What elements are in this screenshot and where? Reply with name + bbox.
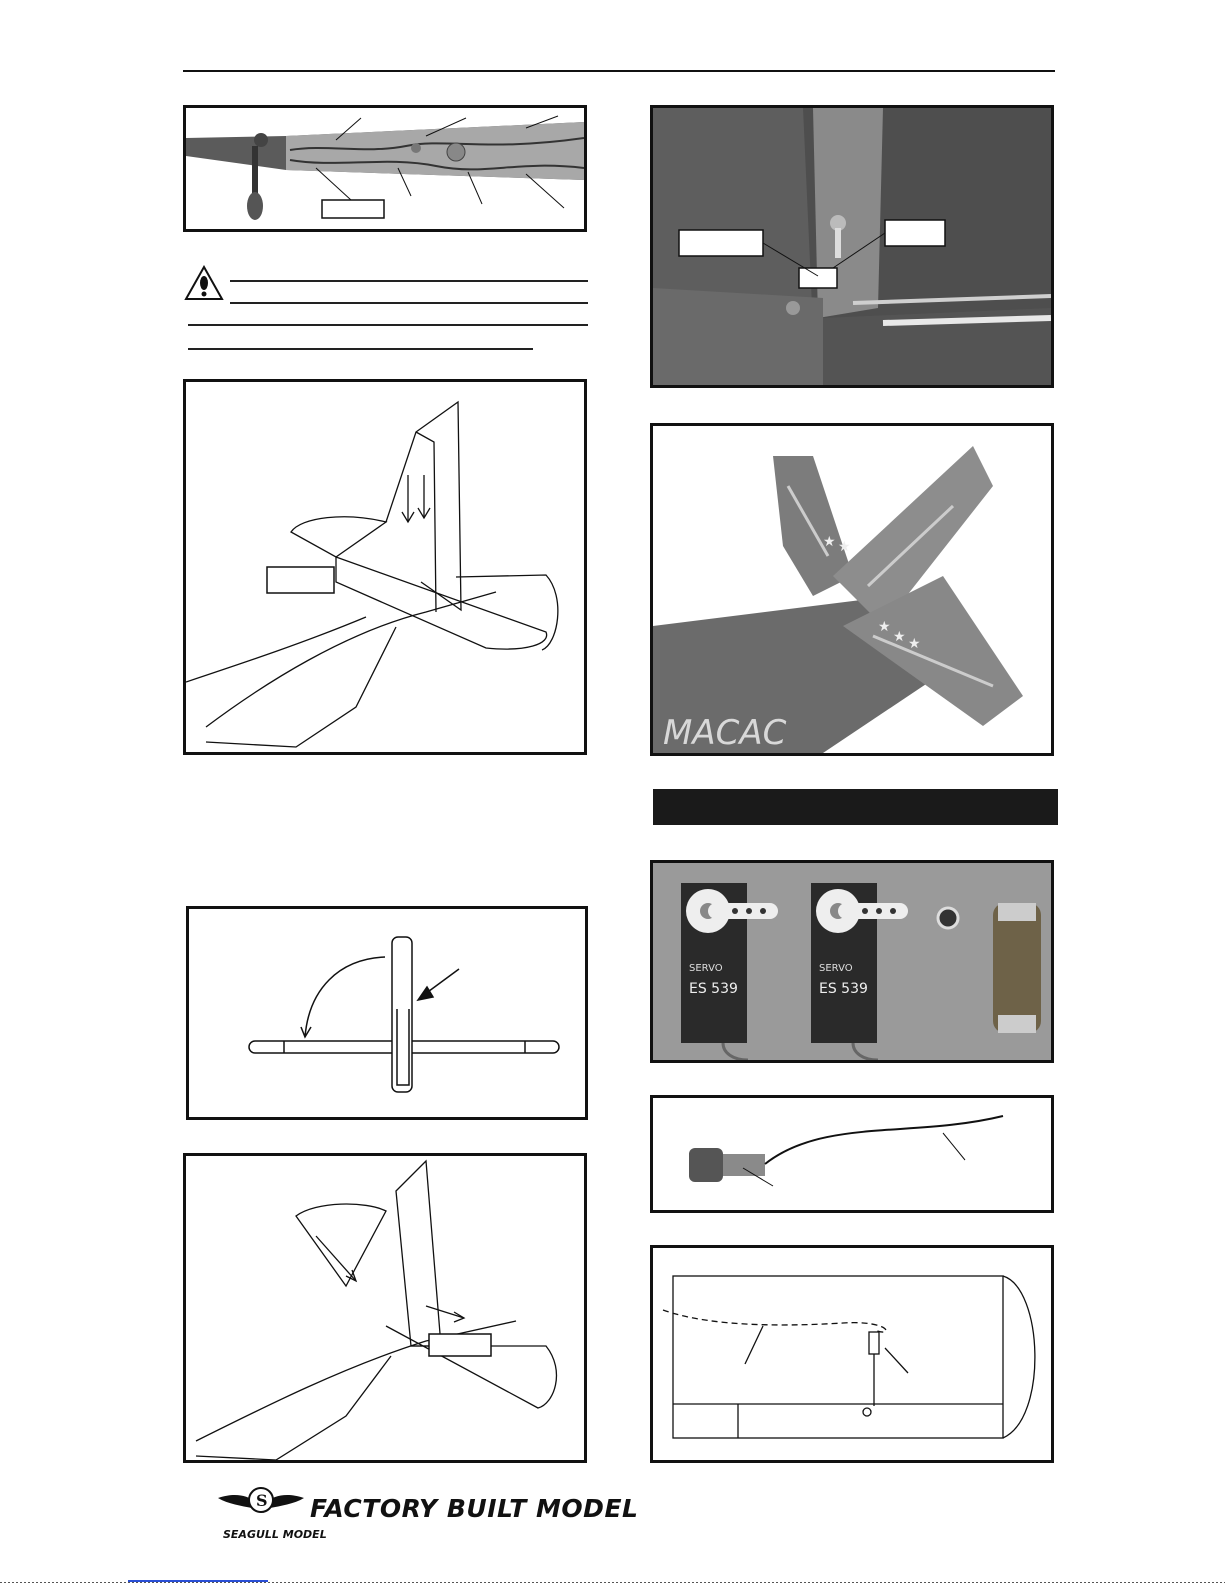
fin-alignment-drawing (186, 906, 588, 1120)
tail-graphic-text: MACAC (663, 713, 787, 753)
stabilizer-drawing (183, 1153, 587, 1463)
warning-rule-1 (230, 280, 588, 282)
svg-text:★: ★ (823, 534, 836, 550)
section-header-bar (653, 789, 1058, 825)
magnet-wire-photo (650, 1095, 1054, 1213)
servos-photo (650, 860, 1054, 1063)
hinge-photo (183, 105, 587, 232)
routing-drawing (650, 1245, 1054, 1463)
tail-fin-drawing (183, 379, 587, 755)
svg-text:★: ★ (878, 619, 891, 635)
svg-text:★: ★ (838, 539, 851, 555)
footer-link-underline[interactable] (128, 1580, 268, 1582)
svg-text:S: S (256, 1491, 268, 1510)
warning-rule-4 (188, 348, 533, 350)
tailwheel-photo (650, 105, 1054, 388)
brand-text: FACTORY BUILT MODEL (310, 1494, 639, 1523)
tail-stars-photo (650, 423, 1054, 756)
svg-text:ES 539: ES 539 (819, 981, 868, 997)
header-rule (183, 70, 1055, 72)
warning-rule-2 (230, 302, 588, 304)
svg-text:SERVO: SERVO (819, 963, 853, 974)
warning-icon (184, 265, 224, 301)
seagull-model-text: SEAGULL MODEL (223, 1528, 327, 1541)
svg-text:ES 539: ES 539 (689, 981, 738, 997)
svg-text:★: ★ (908, 636, 921, 652)
svg-text:SERVO: SERVO (689, 963, 723, 974)
footer-dotted-rule (0, 1582, 1225, 1583)
svg-text:★: ★ (893, 629, 906, 645)
warning-rule-3 (188, 324, 588, 326)
